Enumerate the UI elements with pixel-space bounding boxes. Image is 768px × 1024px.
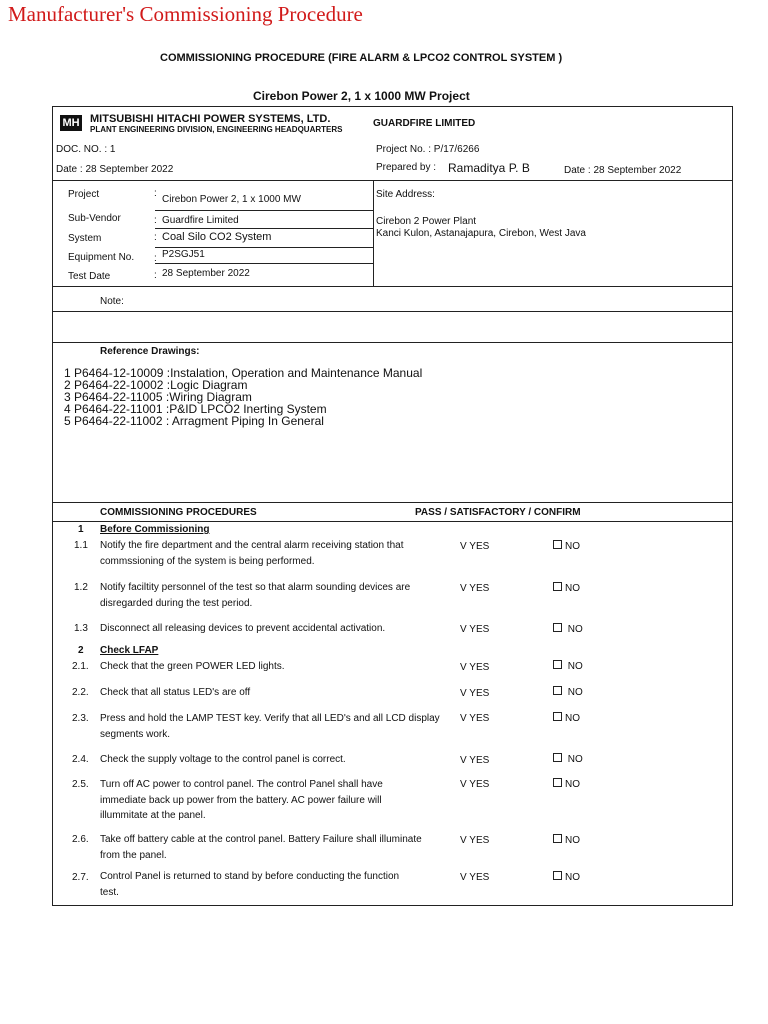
step-text: Press and hold the LAMP TEST key. Verify that all LED's and all LCD display segments work. [100,713,440,740]
document-title: COMMISSIONING PROCEDURE (FIRE ALARM & LPCO2 CONTROL SYSTEM ) [160,52,563,64]
procedures-heading: COMMISSIONING PROCEDURES [100,507,257,518]
step-number: 2.4. [72,754,89,765]
project-colon: : [154,188,157,199]
step-text: Disconnect all releasing devices to prevent accidental activation. [100,623,386,634]
no-option[interactable] [553,660,583,672]
no-option[interactable] [553,778,580,790]
reference-item: 1 P6464-12-10009 :Instalation, Operation and Maintenance Manual [64,366,423,380]
no-option[interactable] [553,834,580,846]
checkbox-icon[interactable] [553,778,562,787]
checkbox-icon[interactable] [553,753,562,762]
step-text: Check that all status LED's are off [100,687,251,698]
yes-option[interactable]: V YES [460,583,490,594]
no-label: NO [565,835,580,846]
yes-option[interactable]: V YES [460,688,490,699]
reference-drawings-heading: Reference Drawings: [100,346,200,357]
site-address-line-2: Kanci Kulon, Astanajapura, Cirebon, West Java [376,228,586,239]
testdate-value: 28 September 2022 [162,268,250,279]
no-option[interactable] [553,623,583,635]
step-number: 2.7. [72,872,89,883]
prepared-by-label: Prepared by : [376,162,437,173]
yes-option[interactable]: V YES [460,755,490,766]
yes-option[interactable]: V YES [460,872,490,883]
checkbox-icon[interactable] [553,582,562,591]
step-number: 2.5. [72,779,89,790]
subvendor-value: Guardfire Limited [162,215,239,226]
site-address-line-1: Cirebon 2 Power Plant [376,216,477,227]
checkbox-icon[interactable] [553,623,562,632]
reference-item: 2 P6464-22-10002 :Logic Diagram [64,378,248,392]
section-number: 1 [78,524,84,535]
reference-drawings-list [64,367,422,427]
step-number: 1.2 [74,582,88,593]
date-left: Date : 28 September 2022 [56,164,174,175]
equipment-colon: : [154,253,157,264]
checkbox-icon[interactable] [553,686,562,695]
project-value: Cirebon Power 2, 1 x 1000 MW [162,194,301,205]
checkbox-icon[interactable] [553,871,562,880]
equipment-value: P2SGJ51 [162,249,205,260]
no-label: NO [567,687,583,698]
no-option[interactable] [553,540,580,552]
yes-option[interactable]: V YES [460,835,490,846]
step-number: 2.1. [72,661,89,672]
no-label: NO [565,713,580,724]
no-option[interactable] [553,753,583,765]
step-text: Notify faciltity personnel of the test so that alarm sounding devices are disregarded during the test period. [100,582,411,609]
yes-option[interactable]: V YES [460,541,490,552]
company-division: PLANT ENGINEERING DIVISION, ENGINEERING HEADQUARTERS [90,125,343,134]
banner-title: Manufacturer's Commissioning Procedure [8,2,363,26]
step-text: Take off battery cable at the control panel. Battery Failure shall illuminate from the panel. [100,834,422,861]
system-value: Coal Silo CO2 System [162,231,272,243]
step-number: 2.6. [72,834,89,845]
system-label: System [68,233,102,244]
reference-item: 5 P6464-22-11002 : Arragment Piping In General [64,414,324,428]
reference-item: 4 P6464-22-11001 :P&ID LPCO2 Inerting System [64,402,327,416]
prepared-by-name: Ramaditya P. B [448,161,530,175]
equipment-label: Equipment No. [68,252,135,263]
no-label: NO [565,583,580,594]
logo-glyph: MH [62,117,80,129]
no-label: NO [567,661,583,672]
section-title: Before Commissioning [100,524,210,535]
no-label: NO [565,541,580,552]
subvendor-colon: : [154,215,157,226]
doc-number: DOC. NO. : 1 [56,144,116,155]
company-logo [60,115,82,131]
checkbox-icon[interactable] [553,712,562,721]
step-number: 1.1 [74,540,88,551]
checkbox-icon[interactable] [553,834,562,843]
step-text: Notify the fire department and the central alarm receiving station that commssioning of the system is being performed. [100,540,404,567]
no-label: NO [565,872,580,883]
system-colon: : [154,232,157,243]
yes-option[interactable]: V YES [460,713,490,724]
step-text: Check the supply voltage to the control panel is correct. [100,754,346,765]
no-option[interactable] [553,686,583,698]
step-text: Control Panel is returned to stand by before conducting the function test. [100,871,400,898]
checkbox-icon[interactable] [553,540,562,549]
testdate-label: Test Date [68,271,111,282]
no-option[interactable] [553,712,580,724]
checkbox-icon[interactable] [553,660,562,669]
no-label: NO [567,754,583,765]
no-label: NO [567,624,583,635]
step-number: 2.2. [72,687,89,698]
date-right: Date : 28 September 2022 [564,165,682,176]
project-line: Cirebon Power 2, 1 x 1000 MW Project [253,89,470,103]
step-text: Turn off AC power to control panel. The control Panel shall have immediate back up power from the battery. AC power failure will illummitate at the panel. [100,779,383,821]
subvendor-label: Sub-Vendor [68,213,121,224]
note-label: Note: [100,296,124,307]
contractor-name: GUARDFIRE LIMITED [373,118,476,129]
yes-option[interactable]: V YES [460,624,490,635]
step-number: 1.3 [74,623,88,634]
step-text: Check that the green POWER LED lights. [100,661,285,672]
status-heading: PASS / SATISFACTORY / CONFIRM [415,507,581,518]
no-option[interactable] [553,871,580,883]
project-label: Project [68,189,100,200]
project-number: Project No. : P/17/6266 [376,144,480,155]
yes-option[interactable]: V YES [460,662,490,673]
step-number: 2.3. [72,713,89,724]
no-option[interactable] [553,582,580,594]
section-title: Check LFAP [100,645,159,656]
testdate-colon: : [154,270,157,281]
company-name: MITSUBISHI HITACHI POWER SYSTEMS, LTD. [90,113,331,125]
yes-option[interactable]: V YES [460,779,490,790]
no-label: NO [565,779,580,790]
section-number: 2 [78,645,84,656]
reference-item: 3 P6464-22-11005 :Wiring Diagram [64,390,252,404]
site-address-label: Site Address: [376,189,435,200]
